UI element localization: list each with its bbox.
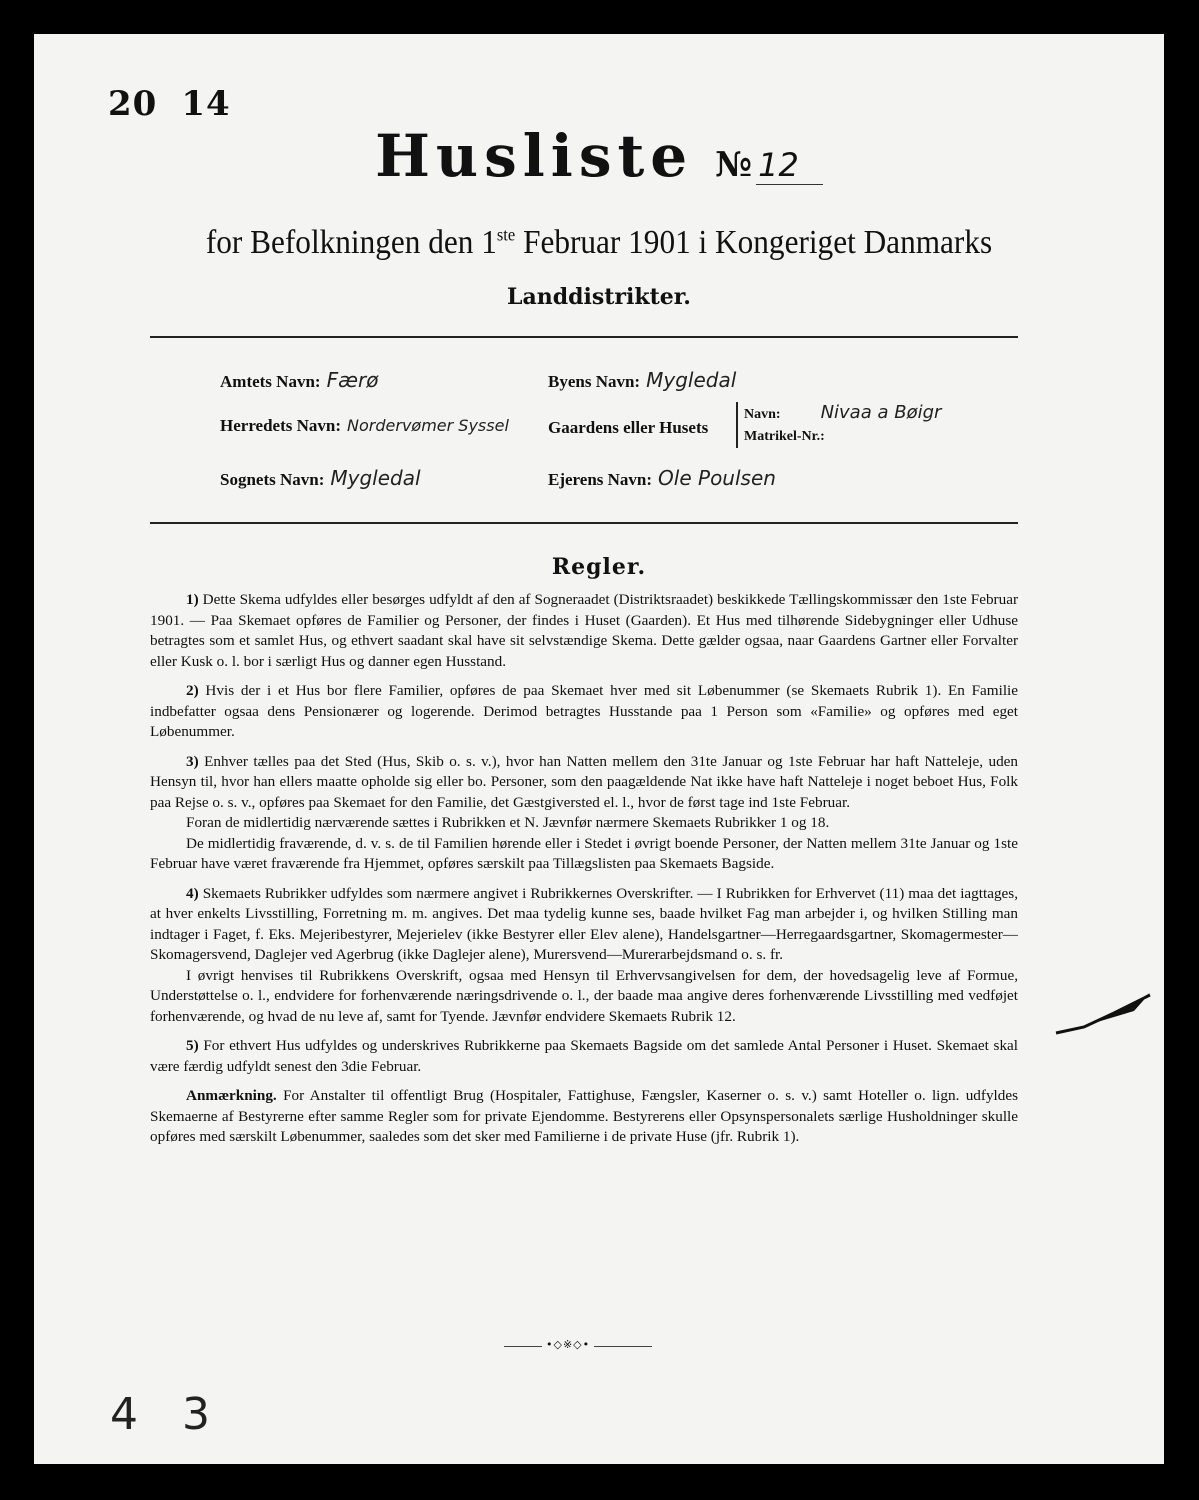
gaard-navn-label: Navn: <box>744 407 781 422</box>
subtitle-sup: ste <box>496 224 516 245</box>
top-divider <box>150 336 1018 338</box>
gaard-field <box>548 418 708 438</box>
sogn-value: Mygledal <box>330 466 421 490</box>
herred-value: Nordervømer Syssel <box>347 416 509 435</box>
corner-number <box>108 84 255 124</box>
title-number-value: 12 <box>756 146 823 185</box>
rule-5-text: For ethvert Hus udfyldes og underskrives Rubrikkerne paa Skemaets Bagside om det samlede Antal Personer i Huset. Skemaet skal være færdig udfyldt senest den 3die Februar. <box>150 1037 1019 1075</box>
bottom-hand-1: 4 <box>110 1389 138 1440</box>
ornament: •◇※◇• <box>542 1338 594 1351</box>
census-form-page <box>34 34 1164 1464</box>
note <box>150 1086 1018 1148</box>
herred-field <box>220 416 509 436</box>
rule-1-text: Dette Skema udfyldes eller besørges udfyldt af den af Sogneraadet (Distriktsraadet) beskikkede Tællingskommissær den 1ste Februar 1901. — Paa Skemaet opføres de Familier og Personer, der findes i Huset (Gaarden). Et Hus med tilhørende Sidebygninger eller Udhuse betragtes som et samlet Hus, og ethvert saadant skal have sit selvstændige Skema. Dette gælder ogsaa, naar Gaardens Gartner eller Forvalter eller Kusk o. l. bor i særligt Hus og danner egen Husstand. <box>150 591 1018 670</box>
bottom-handwriting <box>110 1389 254 1440</box>
by-label: Byens Navn: <box>548 372 641 391</box>
note-label: Anmærkning. <box>186 1087 277 1104</box>
ejer-label: Ejerens Navn: <box>548 470 653 489</box>
rule-3 <box>150 752 1018 814</box>
rule-2-number: 2) <box>186 682 199 699</box>
gaard-matrikel-label: Matrikel-Nr.: <box>744 429 825 444</box>
by-value: Mygledal <box>646 368 737 392</box>
rule-4-text: Skemaets Rubrikker udfyldes som nærmere angivet i Rubrikkernes Overskrifter. — I Rubrikken for Erhvervet (11) maa det iagttages, at hver enkelts Livsstilling, Forretning m. m. angives. Det maa tydelig kunne ses, baade hvilket Fag man arbejder i, og hvilken Stilling man indtager i Faget, f. Eks. Mejeribestyrer, Mejerielev (ikke Bestyrer eller Elev alene), Handelsgartner—Herregaardsgartner, Skomagermester—Skomagersvend, Daglejer ved Agerbrug (ikke Daglejer alene), Murersvend—Murerarbejdsmand o. s. fr. <box>150 884 1018 963</box>
bottom-hand-2: 3 <box>182 1389 210 1440</box>
rule-5 <box>150 1036 1018 1077</box>
gaard-label: Gaardens eller Husets <box>548 418 709 437</box>
amt-field <box>220 368 378 392</box>
form-subtitle <box>79 224 1119 262</box>
note-text: For Anstalter til offentligt Brug (Hospitaler, Fattighuse, Fængsler, Kaserner o. s. v.) samt Hoteller o. lign. udfyldes Skemaerne af Bestyrerne efter samme Regler som for private Ejendomme. Bestyrerens eller Opsynspersonalets særlige Husholdninger skulle opføres med særskilt Løbenummer, saaledes som det sker med Familierne i de private Huse (jfr. Rubrik 1). <box>150 1087 1019 1145</box>
title-row <box>34 122 1164 190</box>
corner-number-1: 20 <box>108 84 158 124</box>
form-title: Husliste <box>375 122 694 190</box>
rules-heading: Regler. <box>551 554 647 580</box>
pen-mark-icon <box>1054 989 1154 1039</box>
subtitle-post: Februar 1901 i Kongeriget Danmarks <box>515 224 993 261</box>
rule-3-number: 3) <box>186 752 199 770</box>
sogn-field <box>220 466 421 490</box>
rules-body <box>150 590 1018 1157</box>
rule-4 <box>150 884 1018 966</box>
ejer-field <box>548 466 776 490</box>
amt-value: Færø <box>326 368 379 392</box>
fields-divider <box>150 522 1018 524</box>
ejer-value: Ole Poulsen <box>658 466 776 490</box>
rule-3c: De midlertidig fraværende, d. v. s. de til Familien hørende eller i Stedet i øvrigt boende Personer, der Natten mellem 31te Januar og 1ste Februar have været fraværende fra Hjemmet, opføres særskilt paa Tillægslisten paa Skemaets Bagside. <box>150 834 1018 872</box>
district-heading: Landdistrikter. <box>507 284 691 310</box>
rule-1 <box>150 590 1018 672</box>
subtitle-pre: for Befolkningen den 1 <box>205 224 497 261</box>
rule-2 <box>150 681 1018 743</box>
rule-2-text: Hvis der i et Hus bor flere Familier, opføres de paa Skemaet hver med sit Løbenummer (se Skemaets Rubrik 1). En Familie indbefatter ogsaa dens Pensionærer og logerende. Derimod betragtes Husstande paa 1 Person som «Familie» og opføres med eget Løbenummer. <box>150 682 1019 740</box>
rule-3b: Foran de midlertidig nærværende sættes i Rubrikken et N. Jævnfør nærmere Skemaets Rubrikker 1 og 18. <box>186 814 830 831</box>
herred-label: Herredets Navn: <box>220 416 342 435</box>
sogn-label: Sognets Navn: <box>220 470 325 489</box>
gaard-brace <box>736 402 941 448</box>
rule-5-number: 5) <box>186 1037 199 1054</box>
rule-4b: I øvrigt henvises til Rubrikkens Overskrift, ogsaa med Hensyn til Erhvervsangivelsen for dem, der hovedsagelig leve af Formue, Understøttelse o. l., endvidere for forhenværende næringsdrivende o. l., der baade maa angive deres forhenværende Livsstilling med vedføjet forhenværende, og hvad de nu leve af, samt for Tyende. Jævnfør endvidere Skemaets Rubrik 12. <box>150 966 1018 1025</box>
corner-number-2: 14 <box>181 84 231 124</box>
rule-1-number: 1) <box>186 591 199 608</box>
gaard-navn-value: Nivaa a Bøigr <box>820 402 942 423</box>
rule-3-text: Enhver tælles paa det Sted (Hus, Skib o. s. v.), hvor han Natten mellem den 31te Januar og 1ste Februar har haft Natteleje, uden Hensyn til, hvor han ellers maatte opholde sig eller bo. Personer, som den paagældende Nat ikke have haft Natteleje i noget beboet Hus, Folk paa Rejse o. s. v., opføres paa Skemaet for den Familie, det Gæstgiversted el. l., hvor de først tage ind 1ste Februar. <box>150 752 1018 811</box>
amt-label: Amtets Navn: <box>220 372 321 391</box>
rule-4-number: 4) <box>186 884 199 902</box>
by-field <box>548 368 736 392</box>
title-number-label: № <box>715 145 753 185</box>
